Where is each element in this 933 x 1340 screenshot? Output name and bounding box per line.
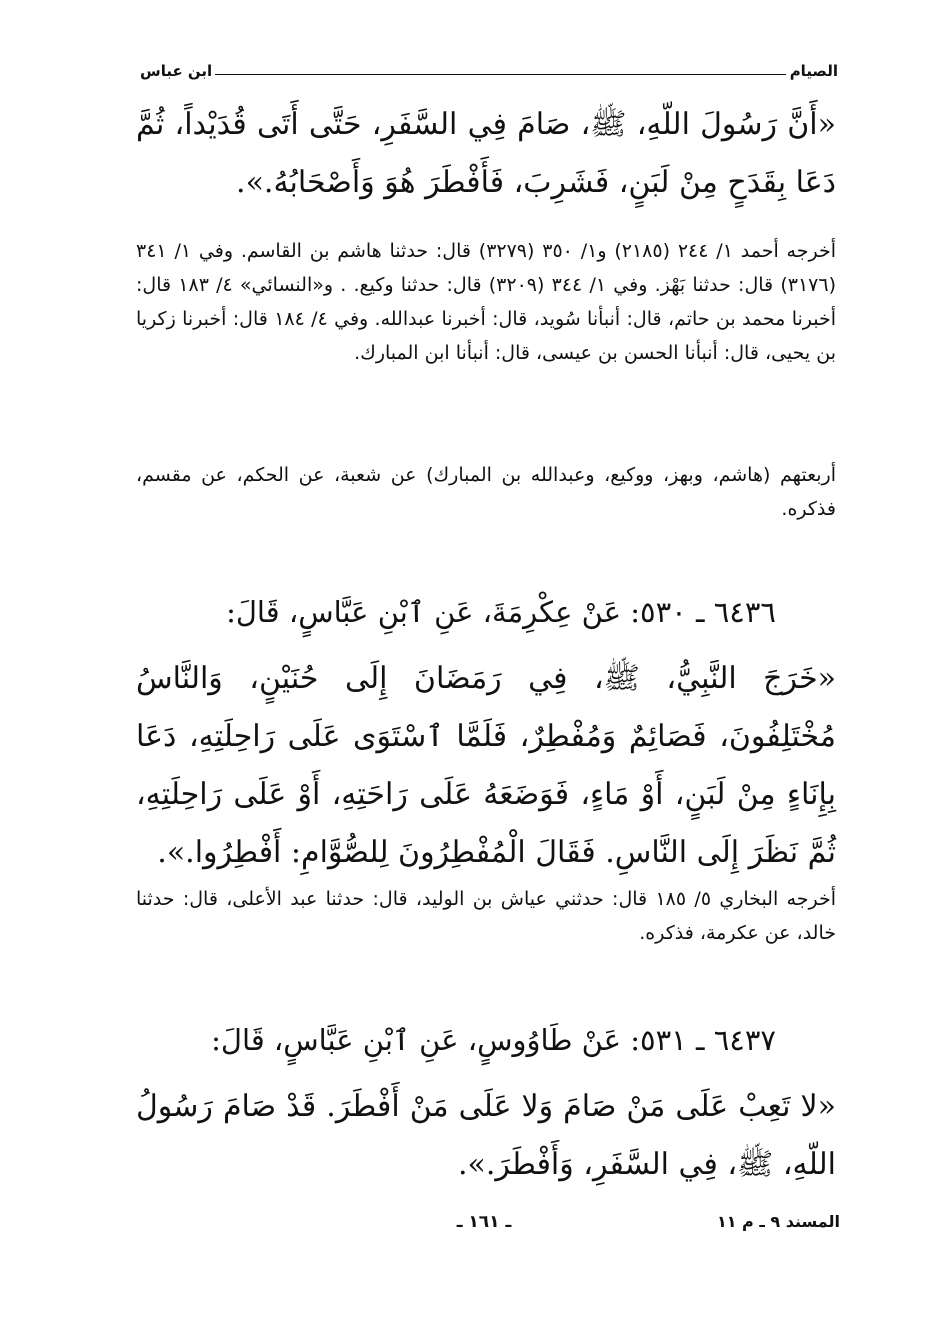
hadith-heading <box>136 588 836 636</box>
page-footer <box>128 1212 840 1242</box>
footnote-paragraph: أخرجه أحمد ١/ ٢٤٤ (٢١٨٥) و١/ ٣٥٠ (٣٢٧٩) قال: حدثنا هاشم بن القاسم. وفي ١/ ٣٤١ (٣١٧٦) قال: حدثنا بَهْز. وفي ١/ ٣٤٤ (٣٢٠٩) قال: حدثنا وكيع. . و«النسائي» ٤/ ١٨٣ قال: أخبرنا محمد بن حاتم، قال: أنبأنا سُويد، قال: أخبرنا عبدالله. وفي ٤/ ١٨٤ قال: أخبرنا زكريا بن يحيى، قال: أنبأنا الحسن بن عيسى، قال: أنبأنا ابن المبارك. <box>136 240 837 364</box>
hadith-text: «خَرَجَ النَّبِيُّ، ﷺ، فِي رَمَضَانَ إِلَى حُنَيْنٍ، وَالنَّاسُ مُخْتَلِفُونَ، فَصَائِمٌ وَمُفْطِرٌ، فَلَمَّا ٱسْتَوَى عَلَى رَاحِلَتِهِ، دَعَا بِإِنَاءٍ مِنْ لَبَنٍ، أَوْ مَاءٍ، فَوَضَعَهُ عَلَى رَاحَتِهِ، أَوْ عَلَى رَاحِلَتِهِ، ثُمَّ نَظَرَ إِلَى النَّاسِ. فَقَالَ الْمُفْطِرُونَ لِلصُّوَّامِ: أَفْطِرُوا.». <box>136 661 836 870</box>
chapter-title: الصيام <box>789 62 838 80</box>
hadith-heading-text: ٦٤٣٦ ـ ٥٣٠: عَنْ عِكْرِمَةَ، عَنِ ٱبْنِ عَبَّاسٍ، قَالَ: <box>226 595 776 629</box>
footnote-paragraph: أربعتهم (هاشم، وبهز، ووكيع، وعبدالله بن المبارك) عن شعبة، عن الحكم، عن مقسم، فذكره. <box>136 464 836 520</box>
hadith-heading <box>136 1016 836 1064</box>
running-header <box>140 62 838 88</box>
header-rule <box>215 74 786 75</box>
page-number: ـ ١٦١ ـ <box>456 1212 512 1232</box>
volume-signature: المسند ٩ ـ م ١١ <box>716 1212 840 1231</box>
footnote-paragraph: أخرجه البخاري ٥/ ١٨٥ قال: حدثني عياش بن الوليد، قال: حدثنا عبد الأعلى، قال: حدثنا خالد، عن عكرمة، فذكره. <box>136 888 837 944</box>
hadith-text: «أَنَّ رَسُولَ اللّهِ، ﷺ، صَامَ فِي السَّفَرِ، حَتَّى أَتَى قُدَيْداً، ثُمَّ دَعَا بِقَدَحٍ مِنْ لَبَنٍ، فَشَرِبَ، فَأَفْطَرَ هُوَ وَأَصْحَابُهُ.». <box>136 107 836 200</box>
hadith-heading-text: ٦٤٣٧ ـ ٥٣١: عَنْ طَاوُوسٍ، عَنِ ٱبْنِ عَبَّاسٍ، قَالَ: <box>211 1023 776 1057</box>
hadith-text: «لا تَعِبْ عَلَى مَنْ صَامَ وَلا عَلَى مَنْ أَفْطَرَ. قَدْ صَامَ رَسُولُ اللّهِ، ﷺ، فِي السَّفَرِ، وَأَفْطَرَ.». <box>136 1089 836 1182</box>
narrator-title: ابن عباس <box>140 62 213 80</box>
